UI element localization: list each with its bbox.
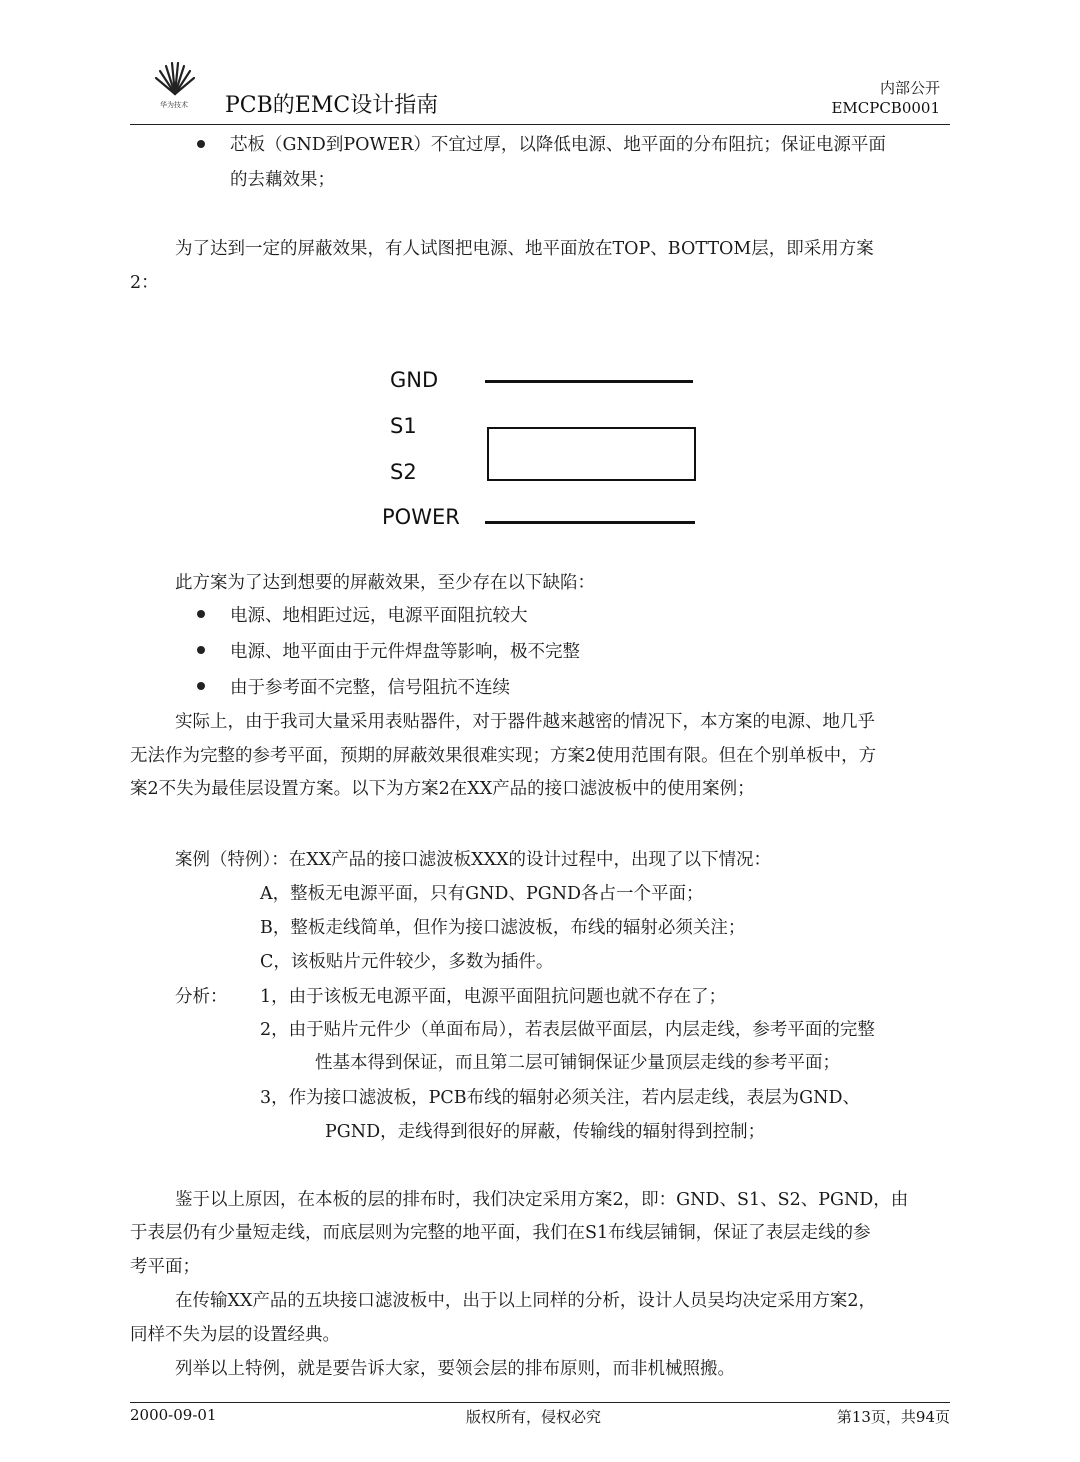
bullet-top-line2: 的去藕效果；: [230, 170, 335, 190]
case-item-a: A，整板无电源平面，只有GND、PGND各占一个平面；: [260, 884, 704, 904]
gnd-plane-line: [485, 380, 693, 383]
defects-intro: 此方案为了达到想要的屏蔽效果，至少存在以下缺陷：: [175, 573, 595, 593]
para3-line3: 考平面；: [130, 1257, 200, 1277]
label-s2: S2: [390, 460, 417, 484]
label-s1: S1: [390, 414, 417, 438]
footer-copyright: 版权所有，侵权必究: [466, 1408, 602, 1426]
analysis-item-2-line2: 性基本得到保证，而且第二层可铺铜保证少量顶层走线的参考平面；: [315, 1053, 840, 1073]
analysis-item-2-line1: 2，由于贴片元件少（单面布局），若表层做平面层，内层走线，参考平面的完整: [260, 1020, 875, 1040]
case-intro: 案例（特例）：在XX产品的接口滤波板XXX的设计过程中，出现了以下情况：: [175, 850, 772, 870]
analysis-label: 分析：: [175, 987, 228, 1007]
classification-label: 内部公开: [879, 79, 940, 97]
footer-page-info: 第13页，共94页: [836, 1408, 950, 1426]
defect-item: 由于参考面不完整，信号阻抗不连续: [230, 678, 510, 698]
bullet-dot: [197, 610, 205, 618]
logo-caption: 华为技术: [160, 101, 188, 109]
document-title: PCB的EMC设计指南: [225, 93, 439, 118]
document-code: EMCPCB0001: [831, 99, 940, 117]
label-gnd: GND: [390, 368, 439, 392]
para1-line2: 2：: [130, 273, 159, 293]
para2-line3: 案2不失为最佳层设置方案。以下为方案2在XX产品的接口滤波板中的使用案例；: [130, 779, 755, 799]
analysis-item-1: 1，由于该板无电源平面，电源平面阻抗问题也就不存在了；: [260, 987, 727, 1007]
case-item-b: B，整板走线简单，但作为接口滤波板，布线的辐射必须关注；: [260, 918, 746, 938]
para5: 列举以上特例，就是要告诉大家，要领会层的排布原则，而非机械照搬。: [175, 1359, 735, 1379]
bullet-dot: [197, 682, 205, 690]
para1-line1: 为了达到一定的屏蔽效果，有人试图把电源、地平面放在TOP、BOTTOM层，即采用方案: [175, 239, 874, 259]
power-plane-line: [485, 521, 695, 524]
footer-date: 2000-09-01: [130, 1406, 217, 1424]
para2-line2: 无法作为完整的参考平面，预期的屏蔽效果很难实现；方案2使用范围有限。但在个别单板中，方: [130, 746, 877, 766]
para3-line2: 于表层仍有少量短走线，而底层则为完整的地平面，我们在S1布线层铺铜，保证了表层走线的参: [130, 1223, 871, 1243]
bullet-top-line1: 芯板（GND到POWER）不宜过厚，以降低电源、地平面的分布阻抗；保证电源平面: [230, 135, 886, 155]
defect-item: 电源、地平面由于元件焊盘等影响，极不完整: [230, 642, 580, 662]
footer-rule: [130, 1402, 950, 1403]
para2-line1: 实际上，由于我司大量采用表贴器件，对于器件越来越密的情况下，本方案的电源、地几乎: [175, 712, 875, 732]
label-power: POWER: [382, 505, 460, 529]
bullet-dot: [197, 140, 205, 148]
defect-item: 电源、地相距过远，电源平面阻抗较大: [230, 606, 528, 626]
para3-line1: 鉴于以上原因，在本板的层的排布时，我们决定采用方案2，即：GND、S1、S2、PGND，由: [175, 1190, 909, 1210]
bullet-dot: [197, 646, 205, 654]
analysis-item-3-line1: 3，作为接口滤波板，PCB布线的辐射必须关注，若内层走线，表层为GND、: [260, 1088, 860, 1108]
para4-line2: 同样不失为层的设置经典。: [130, 1325, 340, 1345]
case-item-c: C，该板贴片元件较少，多数为插件。: [260, 952, 554, 972]
analysis-item-3-line2: PGND，走线得到很好的屏蔽，传输线的辐射得到控制；: [325, 1122, 766, 1142]
header-rule: [130, 124, 950, 125]
signal-layers-box: [487, 427, 696, 481]
company-logo-icon: [152, 62, 198, 98]
para4-line1: 在传输XX产品的五块接口滤波板中，出于以上同样的分析，设计人员吴均决定采用方案2，: [175, 1291, 877, 1311]
